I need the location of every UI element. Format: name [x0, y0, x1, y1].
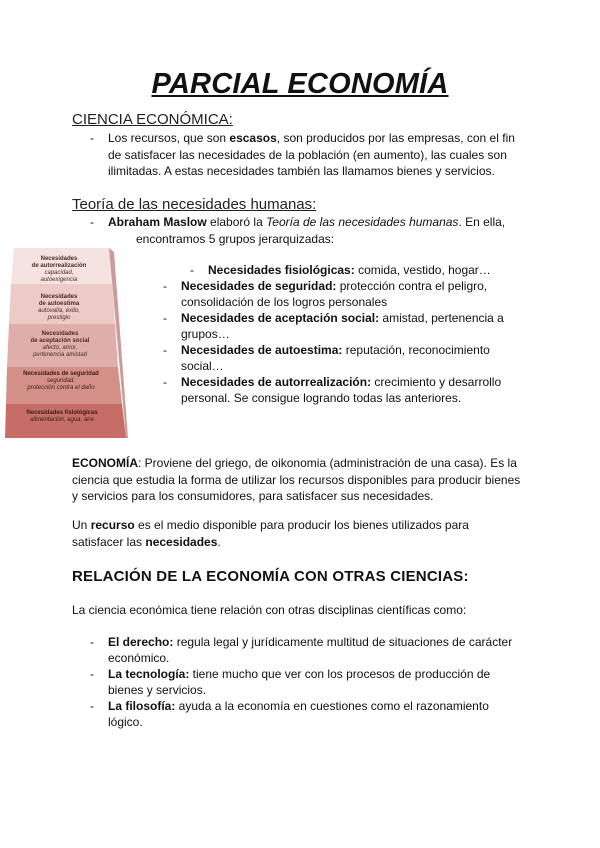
bullet-dash: - — [90, 215, 94, 229]
relacion-item-tecnologia: - La tecnología: tiene mucho que ver con los procesos de producción de bienes y servicios. — [90, 667, 491, 697]
pyramid-label-fisiologicas: Necesidades fisiológicas alimentación, agua, aire — [26, 410, 98, 423]
bullet-recursos: - Los recursos, que son escasos, son producidos por las empresas, con el fin de satisfacer las necesidades de la población (en aumento), las cuales son ilimitadas. A estas necesidades también las llamamos bienes y servicios. — [90, 131, 515, 178]
bullet-dash: - — [190, 263, 194, 277]
bullet-dash: - — [163, 279, 167, 293]
page-title: PARCIAL ECONOMÍA — [151, 68, 449, 100]
need-item-aceptacion-social: - Necesidades de aceptación social: amistad, pertenencia a grupos… — [163, 311, 504, 341]
bullet-dash: - — [90, 635, 94, 649]
paragraph-recurso: Un recurso es el medio disponible para producir los bienes utilizados para satisfacer las necesidades. — [72, 518, 469, 549]
section-heading-ciencia-economica: CIENCIA ECONÓMICA: — [72, 111, 233, 128]
pyramid-label-autoestima: Necesidades de autoestima autovalía, éxito, prestigio — [37, 294, 81, 321]
bullet-dash: - — [90, 667, 94, 681]
need-item-seguridad: - Necesidades de seguridad: protección contra el peligro, consolidación de los logros personales — [163, 279, 488, 309]
bullet-dash: - — [163, 375, 167, 389]
need-item-fisiologicas: - Necesidades fisiológicas: comida, vestido, hogar… — [190, 263, 491, 277]
pyramid-label-aceptacion-social: Necesidades de aceptación social afecto, amor, pertenencia amistad — [30, 331, 90, 358]
bullet-maslow: - Abraham Maslow elaboró la Teoría de las necesidades humanas. En ella, encontramos 5 grupos jerarquizadas: — [90, 215, 506, 246]
bullet-dash: - — [163, 343, 167, 357]
section-heading-teoria: Teoría de las necesidades humanas: — [72, 196, 317, 213]
need-item-autorrealizacion: - Necesidades de autorrealización: crecimiento y desarrollo personal. Se consigue logrando todas las anteriores. — [163, 375, 502, 405]
pyramid-label-seguridad: Necesidades de seguridad seguridad, protección contra el daño — [23, 371, 99, 391]
bullet-dash: - — [90, 131, 94, 145]
need-item-autoestima: - Necesidades de autoestima: reputación, reconocimiento social… — [163, 343, 490, 373]
paragraph-economia: ECONOMÍA: Proviene del griego, de oikonomia (administración de una casa). Es la ciencia que estudia la forma de utilizar los recursos disponibles para producir bienes y servicios para los consumidores, para satisfacer sus necesidades. — [72, 456, 521, 503]
bullet-dash: - — [163, 311, 167, 325]
paragraph-relacion-intro: La ciencia económica tiene relación con otras disciplinas científicas como: — [72, 603, 467, 617]
relacion-item-derecho: - El derecho: regula legal y jurídicamente multitud de situaciones de carácter económico. — [90, 635, 513, 665]
relacion-item-filosofia: - La filosofía: ayuda a la economía en cuestiones como el razonamiento lógico. — [90, 699, 489, 729]
section-heading-relacion: RELACIÓN DE LA ECONOMÍA CON OTRAS CIENCIAS: — [72, 568, 469, 585]
pyramid-label-autorrealizacion: Necesidades de autorrealización capacidad, autoexigencia — [31, 256, 87, 283]
bullet-dash: - — [90, 699, 94, 713]
